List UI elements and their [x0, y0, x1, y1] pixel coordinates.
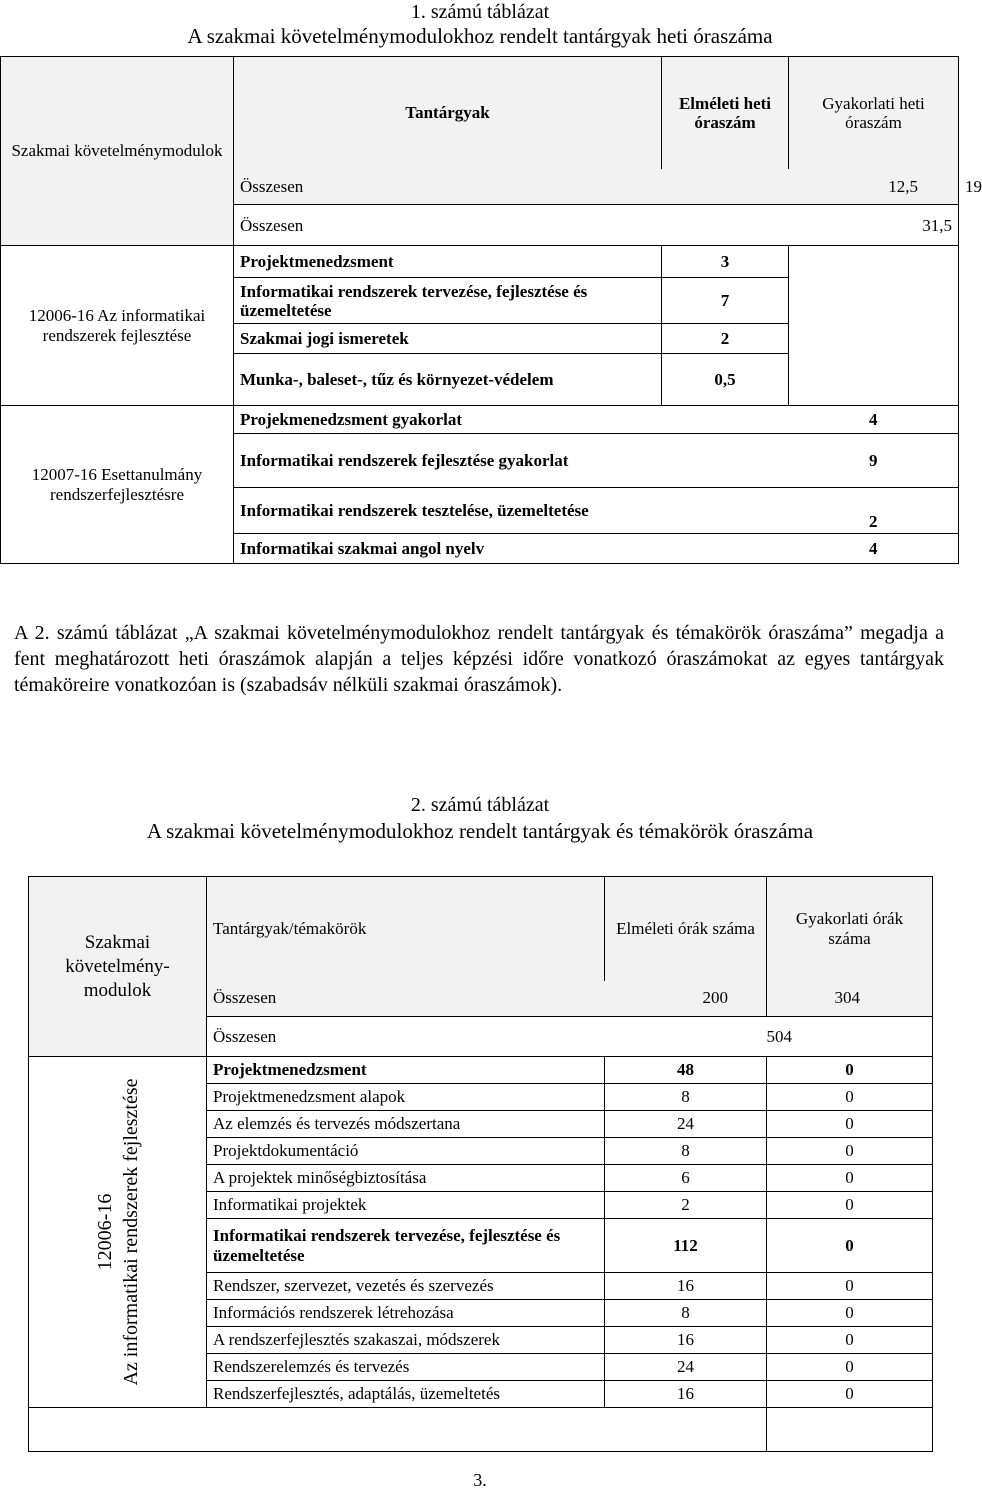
table2-row-practice: 0 — [767, 1192, 933, 1219]
table2-row-practice: 0 — [767, 1057, 933, 1084]
table2-row-theory: 16 — [605, 1273, 767, 1300]
table2-row-topic: Rendszerelemzés és tervezés — [207, 1354, 605, 1381]
table2-row-practice: 0 — [767, 1354, 933, 1381]
table1-header-practice: Gyakorlati heti óraszám — [789, 57, 959, 169]
table2-caption-title: A szakmai követelménymodulokhoz rendelt tantárgyak és témakörök óraszáma — [146, 819, 814, 843]
table2-row-theory: 24 — [605, 1111, 767, 1138]
table1-caption-title: A szakmai követelménymodulokhoz rendelt tantárgyak heti óraszáma — [187, 24, 773, 48]
table2-grand-total: 504 — [767, 1017, 933, 1057]
table2-row-theory: 2 — [605, 1192, 767, 1219]
table2-row-theory: 24 — [605, 1354, 767, 1381]
table2-row-theory: 112 — [605, 1219, 767, 1273]
table2-row-topic: A rendszerfejlesztés szakaszai, módszerek — [207, 1327, 605, 1354]
table2-row-practice: 0 — [767, 1111, 933, 1138]
table2-row-theory: 8 — [605, 1300, 767, 1327]
table1-row-practice: 4 — [789, 534, 959, 564]
table2-row-practice: 0 — [767, 1219, 933, 1273]
table1-grand-total: 31,5 — [789, 205, 959, 246]
table1-row-theory: 7 — [662, 278, 789, 324]
table1-row-subject: Informatikai rendszerek tervezése, fejlesztése és üzemeltetése — [234, 278, 662, 324]
table2-header-modules: Szakmai követelmény-modulok — [29, 877, 207, 1057]
table2-total-theory: 200 — [605, 981, 767, 1017]
table1-row-practice: 4 — [789, 406, 959, 434]
table2-row-theory: 48 — [605, 1057, 767, 1084]
table2-row-topic: Információs rendszerek létrehozása — [207, 1300, 605, 1327]
table1-row-subject: Projekmenedzsment gyakorlat — [234, 406, 789, 434]
table2-row-practice: 0 — [767, 1138, 933, 1165]
table2-row-theory: 6 — [605, 1165, 767, 1192]
table1-total-theory: 12,5 — [789, 169, 959, 205]
table1-row-subject: Informatikai rendszerek fejlesztése gyakorlat — [234, 434, 789, 488]
table2-row-practice: 0 — [767, 1300, 933, 1327]
table2-row-topic: Informatikai rendszerek tervezése, fejlesztése és üzemeltetése — [207, 1219, 605, 1273]
table2-module — [29, 1057, 207, 1408]
table1-grand-label: Összesen — [234, 205, 789, 246]
table2-row-practice: 0 — [767, 1084, 933, 1111]
table2-caption-number: 2. számú táblázat — [410, 794, 550, 816]
page-number: 3. — [473, 1470, 487, 1490]
table1-module-1: 12006-16 Az informatikai rendszerek fejlesztése — [1, 246, 234, 406]
table2-row-topic: Informatikai projektek — [207, 1192, 605, 1219]
table1-row-subject: Informatikai rendszerek tesztelése, üzemeltetése — [234, 488, 789, 534]
table2-module-label — [92, 1078, 144, 1385]
table2-row-topic: Projektmenedzsment — [207, 1057, 605, 1084]
table1-row-subject: Informatikai szakmai angol nyelv — [234, 534, 789, 564]
table1-row-practice: 2 — [789, 488, 959, 534]
table2-header-subjects: Tantárgyak/témakörök — [207, 877, 605, 981]
table1: Szakmai követelménymodulok Tantárgyak Elméleti heti óraszám Gyakorlati heti óraszám Összesen 12,5 19 Összesen 31,5 12006-16 Az informatikai rendszerek fejlesztése Projektmenedzsment 3 Informatikai rendszerek tervezése, fejlesztése és üzemeltetése 7 Szakmai jogi ismeretek 2 Munka-, baleset-, tűz és környezet-védelem 0,5 12007-16 Esettanulmány rendszerfejlesztésre Projekmenedzsment gyakorlat 4 Informatikai rendszerek fejlesztése gyakorlat 9 Informatikai rendszerek tesztelése, üzemeltetése 2 Informatikai szakmai angol nyelv 4 — [0, 56, 959, 564]
table1-row-theory: 3 — [662, 246, 789, 278]
table1-row-theory: 0,5 — [662, 354, 789, 406]
table1-total-label: Összesen — [234, 169, 662, 205]
table1-row-subject: Munka-, baleset-, tűz és környezet-védelem — [234, 354, 662, 406]
table2-module-code: 12006-16 — [93, 1193, 116, 1271]
table2-row-theory: 16 — [605, 1327, 767, 1354]
table1-header-modules: Szakmai követelménymodulok — [1, 57, 234, 246]
table2-row-theory: 8 — [605, 1138, 767, 1165]
table1-row-subject: Szakmai jogi ismeretek — [234, 324, 662, 354]
explanation-paragraph: A 2. számú táblázat „A szakmai követelménymodulokhoz rendelt tantárgyak és témakörök óraszáma” megadja a fent meghatározott heti óraszámok alapján a teljes képzési időre vonatkozó óraszámokat az egyes tantárgyak témaköreire vonatkozóan is (szabadsáv nélküli szakmai óraszámok). — [14, 622, 944, 696]
table2 — [28, 876, 933, 1452]
table2-total-label: Összesen — [207, 981, 605, 1017]
table1-module-2: 12007-16 Esettanulmány rendszerfejlesztésre — [1, 406, 234, 564]
table1-caption-number: 1. számú táblázat — [410, 1, 550, 23]
table2-row-topic: A projektek minőségbiztosítása — [207, 1165, 605, 1192]
table2-row-topic: Az elemzés és tervezés módszertana — [207, 1111, 605, 1138]
table1-header-theory: Elméleti heti óraszám — [662, 57, 789, 169]
table2-row-practice: 0 — [767, 1165, 933, 1192]
table2-row-topic: Rendszer, szervezet, vezetés és szervezés — [207, 1273, 605, 1300]
table2-caption — [0, 792, 960, 844]
table2-header-theory: Elméleti órák száma — [605, 877, 767, 981]
table1-row-theory: 2 — [662, 324, 789, 354]
table2-module-title: Az informatikai rendszerek fejlesztése — [119, 1078, 142, 1386]
table2-row-theory: 8 — [605, 1084, 767, 1111]
table1-row-practice: 9 — [789, 434, 959, 488]
table2-row-theory: 16 — [605, 1381, 767, 1408]
table2-row-practice: 0 — [767, 1381, 933, 1408]
table2-row-practice: 0 — [767, 1327, 933, 1354]
table2-total-practice: 304 — [767, 981, 933, 1017]
table1-caption — [0, 0, 960, 48]
table2-row-topic: Projektdokumentáció — [207, 1138, 605, 1165]
table1-header-subjects: Tantárgyak — [234, 57, 662, 169]
table2-row-practice: 0 — [767, 1273, 933, 1300]
table2-row-topic: Projektmenedzsment alapok — [207, 1084, 605, 1111]
table2-row-topic: Rendszerfejlesztés, adaptálás, üzemeltetés — [207, 1381, 605, 1408]
table2-header-practice: Gyakorlati órák száma — [767, 877, 933, 981]
table2-grand-label: Összesen — [207, 1017, 767, 1057]
table1-row-subject: Projektmenedzsment — [234, 246, 662, 278]
